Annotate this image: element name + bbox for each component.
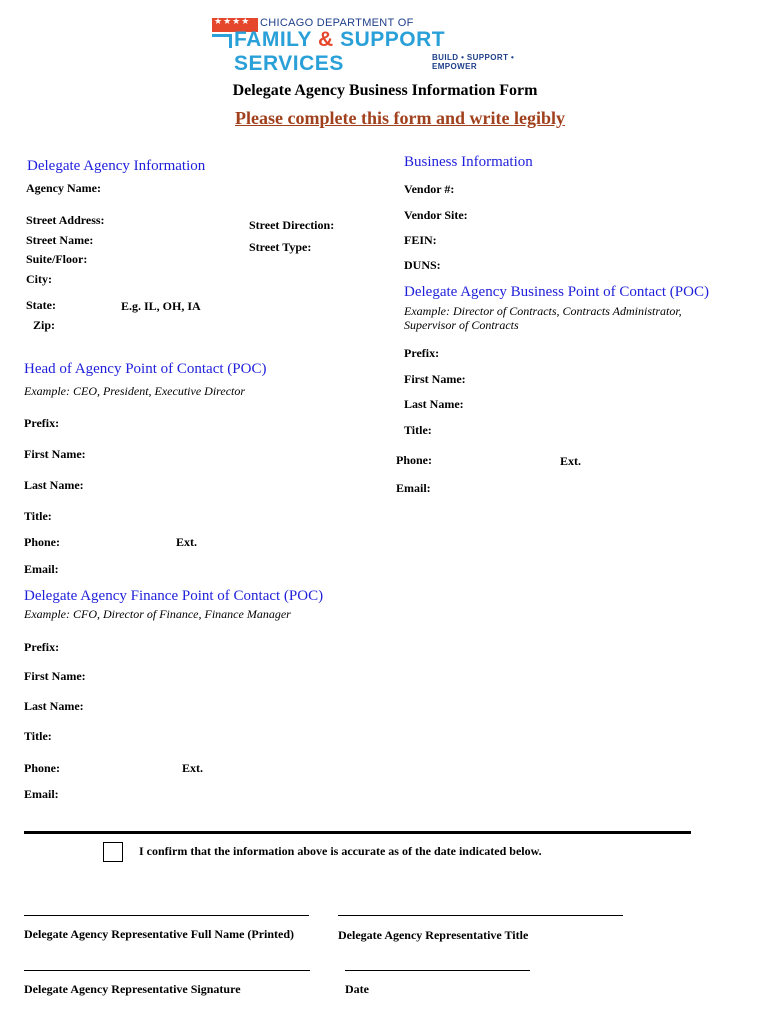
- finance-poc-last-name-label: Last Name:: [24, 699, 84, 713]
- section-divider: [24, 831, 691, 834]
- head-poc-phone-label: Phone:: [24, 535, 60, 549]
- finance-poc-email-label: Email:: [24, 787, 59, 801]
- confirm-checkbox[interactable]: [103, 842, 123, 862]
- logo-main-amp: &: [318, 28, 334, 51]
- city-label: City:: [26, 272, 52, 286]
- logo-top-line: CHICAGO DEPARTMENT OF: [260, 17, 414, 29]
- business-poc-last-name-label: Last Name:: [404, 397, 464, 411]
- finance-poc-prefix-label: Prefix:: [24, 640, 60, 654]
- head-poc-title-label: Title:: [24, 509, 52, 523]
- signature-label: Delegate Agency Representative Signature: [24, 982, 241, 996]
- business-poc-ext-label: Ext.: [560, 454, 581, 468]
- logo-main-support: SUPPORT SERVICES: [234, 28, 446, 75]
- finance-poc-ext-label: Ext.: [182, 761, 203, 775]
- form-title: Delegate Agency Business Information Form: [232, 82, 538, 99]
- state-label: State:: [26, 298, 56, 312]
- head-poc-ext-label: Ext.: [176, 535, 197, 549]
- head-poc-prefix-label: Prefix:: [24, 416, 60, 430]
- logo-blue-bracket-vertical: [229, 34, 232, 48]
- title-line[interactable]: [338, 915, 623, 916]
- logo-stars: ★★★★: [214, 17, 251, 27]
- street-name-label: Street Name:: [26, 233, 94, 247]
- full-name-label: Delegate Agency Representative Full Name (Printed): [24, 927, 295, 941]
- vendor-site-label: Vendor Site:: [404, 208, 468, 222]
- head-poc-example: Example: CEO, President, Executive Director: [24, 384, 246, 398]
- form-instruction: Please complete this form and write legibly: [235, 108, 565, 128]
- confirm-text: I confirm that the information above is accurate as of the date indicated below.: [139, 844, 542, 858]
- street-type-label: Street Type:: [249, 240, 312, 254]
- street-address-label: Street Address:: [26, 213, 105, 227]
- full-name-line[interactable]: [24, 915, 309, 916]
- logo-main-family: FAMILY: [234, 28, 312, 51]
- street-direction-label: Street Direction:: [249, 218, 335, 232]
- finance-poc-first-name-label: First Name:: [24, 669, 86, 683]
- business-info-heading: Business Information: [404, 154, 533, 170]
- logo-tagline: BUILD • SUPPORT • EMPOWER: [432, 53, 515, 71]
- finance-poc-phone-label: Phone:: [24, 761, 60, 775]
- state-example: E.g. IL, OH, IA: [121, 299, 201, 313]
- business-poc-phone-label: Phone:: [396, 453, 432, 467]
- vendor-number-label: Vendor #:: [404, 182, 455, 196]
- date-line[interactable]: [345, 970, 530, 971]
- business-poc-heading: Delegate Agency Business Point of Contact (POC): [404, 284, 709, 300]
- head-poc-last-name-label: Last Name:: [24, 478, 84, 492]
- business-poc-prefix-label: Prefix:: [404, 346, 440, 360]
- business-poc-example-line1: Example: Director of Contracts, Contracts Administrator,: [404, 304, 682, 318]
- finance-poc-heading: Delegate Agency Finance Point of Contact (POC): [24, 588, 324, 604]
- agency-name-label: Agency Name:: [26, 181, 101, 195]
- fein-label: FEIN:: [404, 233, 437, 247]
- business-poc-example-line2: Supervisor of Contracts: [404, 318, 519, 332]
- date-label: Date: [345, 982, 369, 996]
- head-poc-heading: Head of Agency Point of Contact (POC): [24, 361, 267, 377]
- business-poc-title-label: Title:: [404, 423, 432, 437]
- business-poc-first-name-label: First Name:: [404, 372, 466, 386]
- delegate-info-heading: Delegate Agency Information: [27, 158, 206, 174]
- title-label: Delegate Agency Representative Title: [338, 928, 529, 942]
- duns-label: DUNS:: [404, 258, 441, 272]
- dfss-logo: [210, 12, 550, 75]
- head-poc-first-name-label: First Name:: [24, 447, 86, 461]
- suite-floor-label: Suite/Floor:: [26, 252, 88, 266]
- finance-poc-example: Example: CFO, Director of Finance, Finance Manager: [24, 607, 291, 621]
- signature-line[interactable]: [24, 970, 310, 971]
- finance-poc-title-label: Title:: [24, 729, 52, 743]
- head-poc-email-label: Email:: [24, 562, 59, 576]
- business-poc-email-label: Email:: [396, 481, 431, 495]
- zip-label: Zip:: [33, 318, 56, 332]
